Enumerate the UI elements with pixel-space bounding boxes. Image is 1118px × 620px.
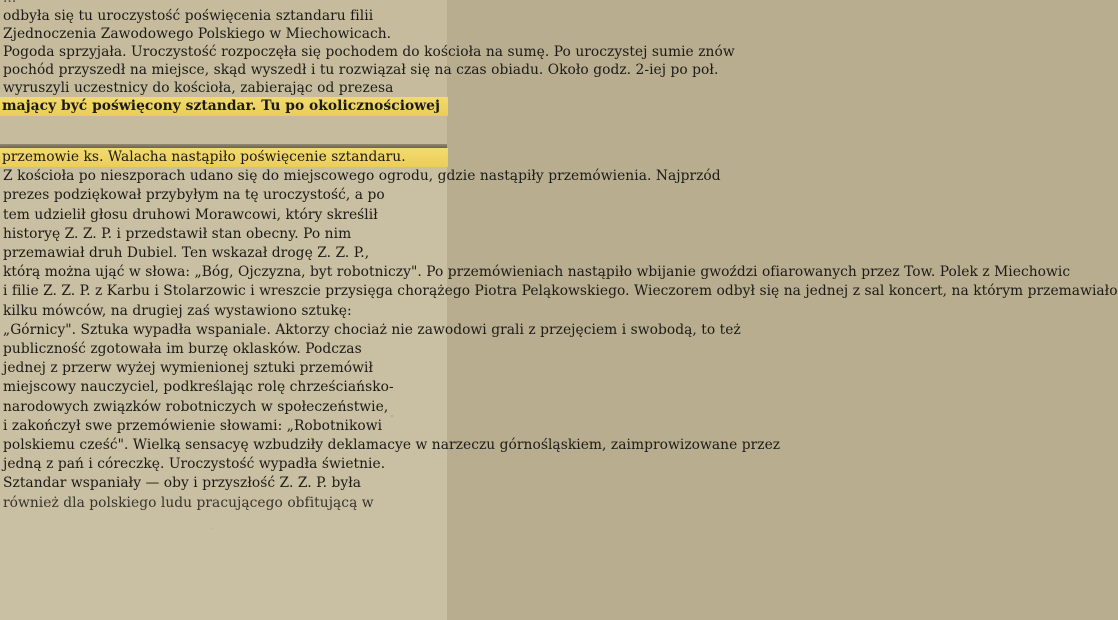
article-line: przemawiał druh Dubiel. Ten wskazał drogę Z. Z. P., [3, 245, 370, 262]
article-line: kilku mówców, na drugiej zaś wystawiono sztukę: [3, 302, 352, 319]
article-line: i zakończył swe przemówienie słowami: „Robotnikowi [3, 417, 383, 434]
article-line: publiczność zgotowała im burzę oklasków. Podczas [3, 341, 362, 358]
article-line: Pogoda sprzyjała. Uroczystość rozpoczęła się pochodem do kościoła na sumę. Po uroczystej sumie znów [3, 44, 735, 61]
article-line: prezes podziękował przybyłym na tę uroczystość, a po [3, 187, 385, 204]
article-line: odbyła się tu uroczystość poświęcenia sztandaru filii [3, 8, 374, 24]
top-article-text [0, 0, 735, 116]
main-clipping-fragment [0, 148, 1118, 620]
highlighted-article-line: przemowie ks. Walacha nastąpiło poświęcenie sztandaru. [0, 148, 448, 167]
article-line: miejscowy nauczyciel, podkreślając rolę chrześciańsko- [3, 379, 394, 396]
highlighted-article-line: mający być poświęcony sztandar. Tu po okolicznościowej [0, 97, 448, 115]
article-line: Sztandar wspaniały — oby i przyszłość Z. Z. P. była [3, 475, 362, 492]
article-line: którą można ująć w słowa: „Bóg, Ojczyzna, byt robotniczy". Po przemówieniach nastąpiło wbijanie gwoździ ofiarowanych przez Tow. Polek z Miechowic [3, 264, 1071, 281]
article-line: „Górnicy". Sztuka wypadła wspaniale. Aktorzy chociaż nie zawodowi grali z przejęciem i swobodą, to też [3, 321, 741, 338]
article-line: i filie Z. Z. P. z Karbu i Stolarzowic i wreszcie przysięga chorążego Piotra Peląkowskiego. Wieczorem odbył się na jednej z sal koncert, na którym przemawiało [3, 283, 1118, 300]
paper-speck [211, 528, 212, 529]
article-line: polskiemu cześć". Wielką sensacyę wzbudziły deklamacye w narzeczu górnośląskiem, zaimprowizowane przez [3, 437, 781, 454]
article-line: historyę Z. Z. P. i przedstawił stan obecny. Po nim [3, 225, 352, 242]
paper-speck [391, 415, 393, 417]
top-clipping-fragment [0, 0, 735, 148]
article-line: narodowych związków robotniczych w społeczeństwie, [3, 398, 389, 415]
paper-speck [84, 211, 86, 213]
main-article-text [0, 148, 1118, 513]
article-line: tem udzielił głosu druhowi Morawcowi, który skreślił [3, 206, 378, 223]
article-line: jednej z przerw wyżej wymienionej sztuki przemówił [3, 360, 373, 377]
paper-speck [327, 294, 329, 296]
article-line: wyruszyli uczestnicy do kościoła, zabierając od prezesa [3, 80, 394, 97]
bottom-cut-line: również dla polskiego ludu pracującego obfitującą w [3, 494, 374, 511]
article-line: pochód przyszedł na miejsce, skąd wyszedł i tu rozwiązał się na czas obiadu. Około godz. 2-iej po poł. [3, 62, 719, 79]
article-line: Z kościoła po nieszporach udano się do miejscowego ogrodu, gdzie nastąpiły przemówienia. Najprzód [3, 168, 721, 185]
article-line: Zjednoczenia Zawodowego Polskiego w Miechowicach. [3, 26, 392, 43]
article-line: jedną z pań i córeczkę. Uroczystość wypadła świetnie. [3, 456, 386, 473]
